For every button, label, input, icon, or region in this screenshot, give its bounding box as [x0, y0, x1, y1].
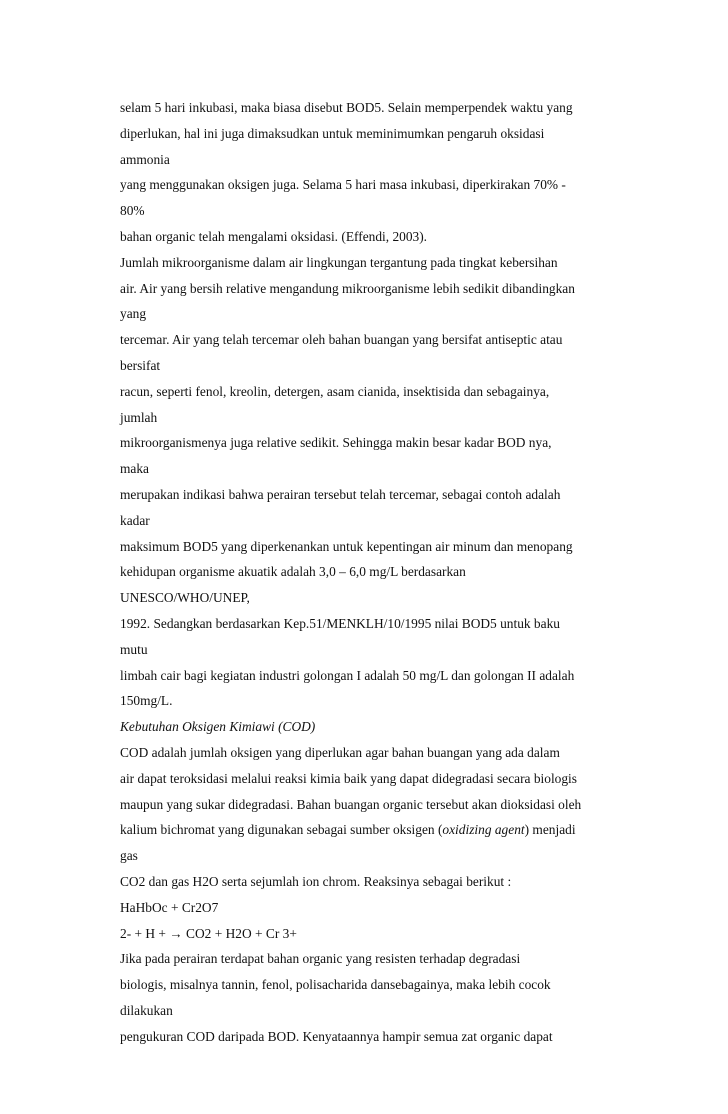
formula-line: HaHbOc + Cr2O7	[120, 899, 219, 915]
text-line: biologis, misalnya tannin, fenol, polisacharida dansebagainya, maka lebih cocok	[120, 977, 551, 993]
text-line: maupun yang sukar didegradasi. Bahan buangan organic tersebut akan dioksidasi oleh	[120, 796, 582, 812]
text-line: yang menggunakan oksigen juga. Selama 5 hari masa inkubasi, diperkirakan 70% -	[120, 177, 566, 193]
text-line: mikroorganismenya juga relative sedikit. Sehingga makin besar kadar BOD nya,	[120, 435, 552, 451]
text-line: 80%	[120, 203, 145, 219]
text-line: diperlukan, hal ini juga dimaksudkan untuk meminimumkan pengaruh oksidasi	[120, 125, 545, 141]
text-line: air. Air yang bersih relative mengandung mikroorganisme lebih sedikit dibandingkan	[120, 280, 575, 296]
text-line: kadar	[120, 512, 150, 528]
text-line: pengukuran COD daripada BOD. Kenyataannya hampir semua zat organic dapat	[120, 1028, 553, 1044]
text-line: gas	[120, 848, 138, 864]
text-line: kehidupan organisme akuatik adalah 3,0 – 6,0 mg/L berdasarkan	[120, 564, 466, 580]
formula-line: 2- + H + → CO2 + H2O + Cr 3+	[120, 925, 297, 941]
text-line: selam 5 hari inkubasi, maka biasa disebut BOD5. Selain memperpendek waktu yang	[120, 100, 573, 115]
text-line: yang	[120, 306, 147, 322]
text-line: CO2 dan gas H2O serta sejumlah ion chrom. Reaksinya sebagai berikut :	[120, 873, 512, 889]
text-line: maka	[120, 461, 149, 477]
text-line: UNESCO/WHO/UNEP,	[120, 590, 250, 606]
text-line: Jika pada perairan terdapat bahan organic yang resisten terhadap degradasi	[120, 951, 521, 967]
text-line: dilakukan	[120, 1002, 173, 1018]
text-line: bersifat	[120, 357, 161, 373]
text-line: Jumlah mikroorganisme dalam air lingkungan tergantung pada tingkat kebersihan	[120, 254, 558, 270]
section-heading: Kebutuhan Oksigen Kimiawi (COD)	[120, 719, 316, 735]
text-line: air dapat teroksidasi melalui reaksi kimia baik yang dapat didegradasi secara biologis	[120, 770, 577, 786]
text-line: ammonia	[120, 151, 170, 167]
text-line: jumlah	[120, 409, 158, 425]
text-segment: ) menjadi	[524, 822, 576, 838]
text-line: COD adalah jumlah oksigen yang diperlukan agar bahan buangan yang ada dalam	[120, 744, 560, 760]
text-line: limbah cair bagi kegiatan industri golongan I adalah 50 mg/L dan golongan II adalah	[120, 667, 575, 683]
text-line: tercemar. Air yang telah tercemar oleh bahan buangan yang bersifat antiseptic atau	[120, 332, 563, 348]
text-line: merupakan indikasi bahwa perairan tersebut telah tercemar, sebagai contoh adalah	[120, 486, 561, 502]
text-line: 150mg/L.	[120, 693, 173, 709]
body-text	[120, 95, 640, 1049]
text-segment: kalium bichromat yang digunakan sebagai sumber oksigen (	[120, 822, 443, 838]
text-line: maksimum BOD5 yang diperkenankan untuk kepentingan air minum dan menopang	[120, 538, 573, 554]
text-line: racun, seperti fenol, kreolin, detergen, asam cianida, insektisida dan sebagainya,	[120, 383, 550, 399]
text-line	[120, 817, 640, 843]
text-line: 1992. Sedangkan berdasarkan Kep.51/MENKLH/10/1995 nilai BOD5 untuk baku	[120, 615, 560, 631]
text-line: bahan organic telah mengalami oksidasi. (Effendi, 2003).	[120, 228, 428, 244]
text-line: mutu	[120, 641, 148, 657]
italic-term: oxidizing agent	[442, 822, 525, 838]
